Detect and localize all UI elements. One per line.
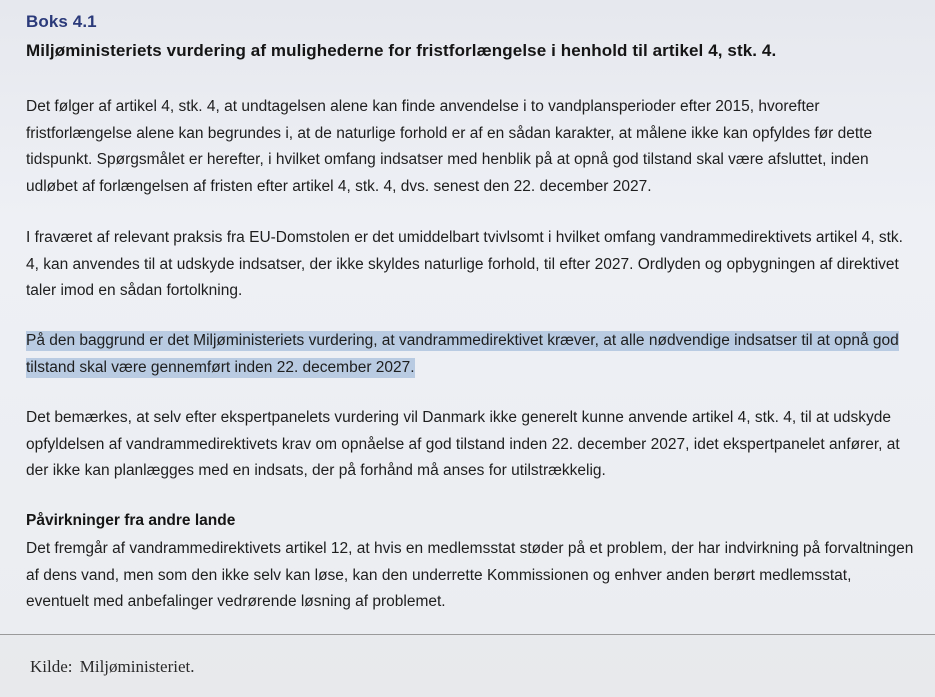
paragraph-1: Det følger af artikel 4, stk. 4, at undtagelsen alene kan finde anvendelse i to vandplansperioder efter 2015, hvorefter fristforlængelse alene kan begrundes i, at de naturlige forhold er af en sådan karakter, at målene ikke kan opfyldes før dette tidspunkt. Spørgsmålet er herefter, i hvilket omfang indsatser med henblik på at opnå god tilstand skal være afsluttet, inden udløbet af forlængelsen af fristen efter artikel 4, stk. 4, dvs. senest den 22. december 2027. [26, 98, 873, 195]
paragraph-2: I fraværet af relevant praksis fra EU-Domstolen er det umiddelbart tvivlsomt i hvilket omfang vandrammedirektivets artikel 4, stk. 4, kan anvendes til at udskyde indsatser, der ikke skyldes naturlige forhold, til efter 2027. Ordlyden og opbygningen af direktivet taler imod en sådan fortolkning. [26, 229, 903, 299]
subheading-paragraph: Det fremgår af vandrammedirektivets artikel 12, at hvis en medlemsstat støder på et problem, der har indvirkning på forvaltningen af dens vand, men som den ikke selv kan løse, kan den underrette Kommissionen og enhver anden berørt medlemsstat, eventuelt med anbefalinger vedrørende løsning af problemet. [26, 540, 914, 610]
paragraph-4: Det bemærkes, at selv efter ekspertpanelets vurdering vil Danmark ikke generelt kunne anvende artikel 4, stk. 4, til at udskyde opfyldelsen af vandrammedirektivets krav om opnåelse af god tilstand inden 22. december 2027, idet ekspertpanelet anfører, at der ikke kan planlægges med en indsats, der på forhånd må anses for utilstrækkelig. [26, 409, 900, 479]
box-label: Boks 4.1 [26, 12, 97, 31]
source-note: Kilde: Miljøministeriet. [30, 657, 195, 676]
highlighted-paragraph [26, 328, 916, 381]
box-title: Miljøministeriets vurdering af mulighederne for fristforlængelse i henhold til artikel 4, stk. 4. [26, 41, 777, 60]
subheading: Påvirkninger fra andre lande [26, 512, 236, 529]
text-selection-highlight[interactable]: På den baggrund er det Miljøministeriets vurdering, at vandrammedirektivet kræver, at alle nødvendige indsatser til at opnå god tilstand skal være gennemført inden 22. december 2027. [26, 332, 899, 376]
